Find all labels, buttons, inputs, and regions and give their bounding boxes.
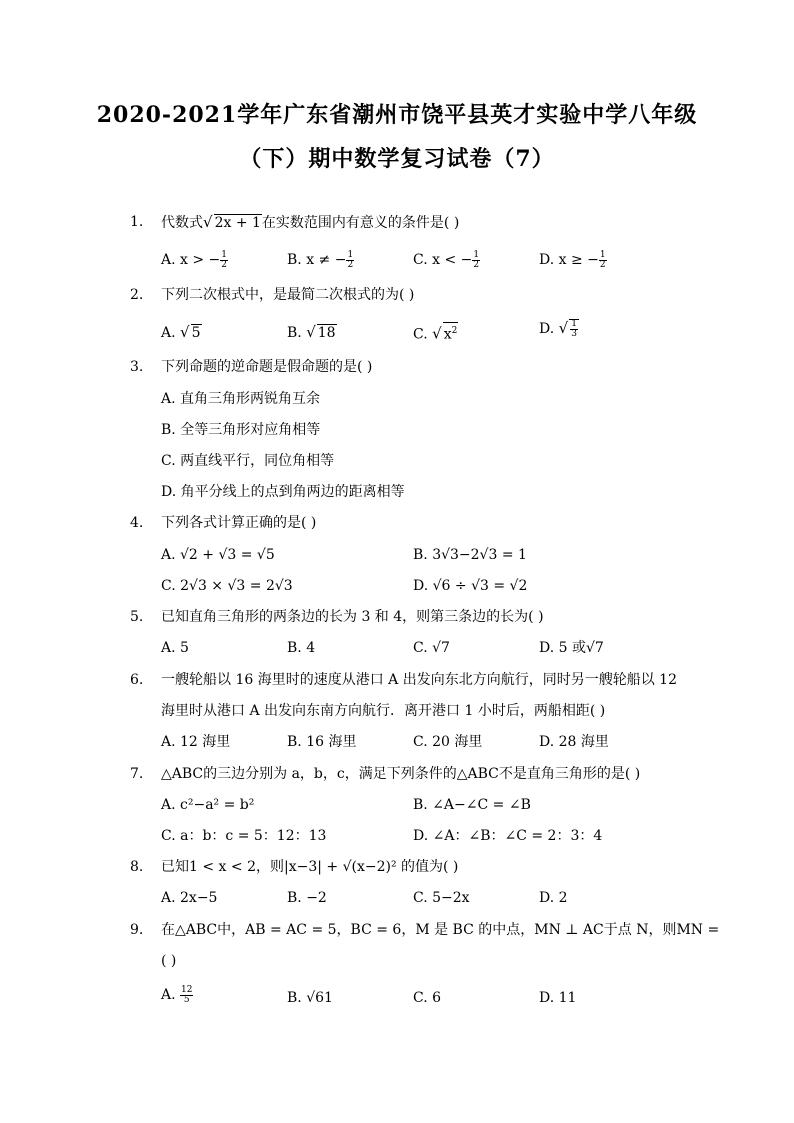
question-stem: 已知直角三角形的两条边的长为 3 和 4，则第三条边的长为( )	[161, 609, 544, 625]
option-c: C. 2√3 × √3 = 2√3	[161, 578, 293, 594]
option-c: C. a：b：c = 5：12：13	[161, 828, 327, 844]
option-d: D. √ $\frac{1}{3}$	[539, 318, 577, 339]
option-d: D. 11	[539, 990, 577, 1006]
option-a: A. √2 + √3 = √5	[161, 547, 275, 563]
question-number: 7.	[130, 766, 144, 782]
option-a: A. $\frac{12}{5}$	[161, 984, 193, 1005]
option-b: B. 4	[287, 640, 316, 656]
option-b: B. x ≠ − $\frac{1}{2}$	[287, 249, 354, 270]
exam-title-line2: （下）期中数学复习试卷（7）	[239, 146, 555, 172]
question-number: 9.	[130, 922, 144, 938]
option-d: D. x ≥ − $\frac{1}{2}$	[539, 249, 606, 270]
question-number: 6.	[130, 672, 144, 688]
question-stem: 下列命题的逆命题是假命题的是( )	[161, 359, 373, 375]
question-stem: △ABC的三边分别为 a，b，c，满足下列条件的△ABC不是直角三角形的是( )	[161, 766, 641, 782]
option-a: A. 5	[161, 640, 189, 656]
option-b: B. −2	[287, 890, 327, 906]
option-d: D. ∠A：∠B：∠C = 2：3：4	[413, 828, 603, 844]
option-d: D. 角平分线上的点到角两边的距离相等	[161, 484, 405, 500]
option-a: A. 直角三角形两锐角互余	[161, 391, 321, 407]
question-stem: 下列各式计算正确的是( )	[161, 515, 317, 531]
question-number: 4.	[130, 515, 144, 531]
option-a: A. 12 海里	[161, 734, 231, 750]
option-d: D. √6 ÷ √3 = √2	[413, 578, 528, 594]
option-d: D. 5 或√7	[539, 640, 604, 656]
option-c: C. √ $x^2$	[413, 322, 458, 345]
option-d: D. 28 海里	[539, 734, 609, 750]
question-stem: 已知1 < x < 2，则|x−3| + √(x−2)² 的值为( )	[161, 859, 459, 875]
option-c: C. 5−2x	[413, 890, 470, 906]
question-stem: 代数式√ 2x + 1在实数范围内有意义的条件是( )	[161, 213, 460, 231]
option-c: C. 6	[413, 990, 442, 1006]
question-number: 8.	[130, 859, 144, 875]
question-stem-line2: ( )	[161, 953, 177, 969]
option-b: B. 全等三角形对应角相等	[161, 422, 321, 438]
option-d: D. 2	[539, 890, 568, 906]
question-number: 1.	[130, 214, 144, 230]
exam-title-line1: 2020-2021学年广东省潮州市饶平县英才实验中学八年级	[96, 102, 698, 128]
option-a: A. √ 5	[161, 323, 201, 341]
option-b: B. ∠A−∠C = ∠B	[413, 797, 531, 813]
option-a: A. 2x−5	[161, 890, 218, 906]
question-number: 5.	[130, 609, 144, 625]
option-a: A. c²−a² = b²	[161, 797, 255, 813]
option-b: B. 16 海里	[287, 734, 357, 750]
option-c: C. 20 海里	[413, 734, 483, 750]
question-number: 2.	[130, 287, 144, 303]
question-stem-line1: 在△ABC中，AB = AC = 5，BC = 6，M 是 BC 的中点，MN ⊥ AC于点 N，则MN =	[161, 922, 720, 938]
option-b: B. 3√3−2√3 = 1	[413, 547, 527, 563]
option-c: C. x < − $\frac{1}{2}$	[413, 249, 480, 270]
option-b: B. √61	[287, 990, 333, 1006]
question-stem: 下列二次根式中，是最简二次根式的为( )	[161, 287, 415, 303]
question-stem-line1: 一艘轮船以 16 海里时的速度从港口 A 出发向东北方向航行，同时另一艘轮船以 12	[161, 672, 677, 688]
question-stem-line2: 海里时从港口 A 出发向东南方向航行．离开港口 1 小时后，两船相距( )	[161, 703, 606, 719]
question-number: 3.	[130, 359, 144, 375]
option-a: A. x > − $\frac{1}{2}$	[161, 249, 228, 270]
option-c: C. 两直线平行，同位角相等	[161, 453, 335, 469]
option-c: C. √7	[413, 640, 450, 656]
option-b: B. √ 18	[287, 323, 336, 341]
